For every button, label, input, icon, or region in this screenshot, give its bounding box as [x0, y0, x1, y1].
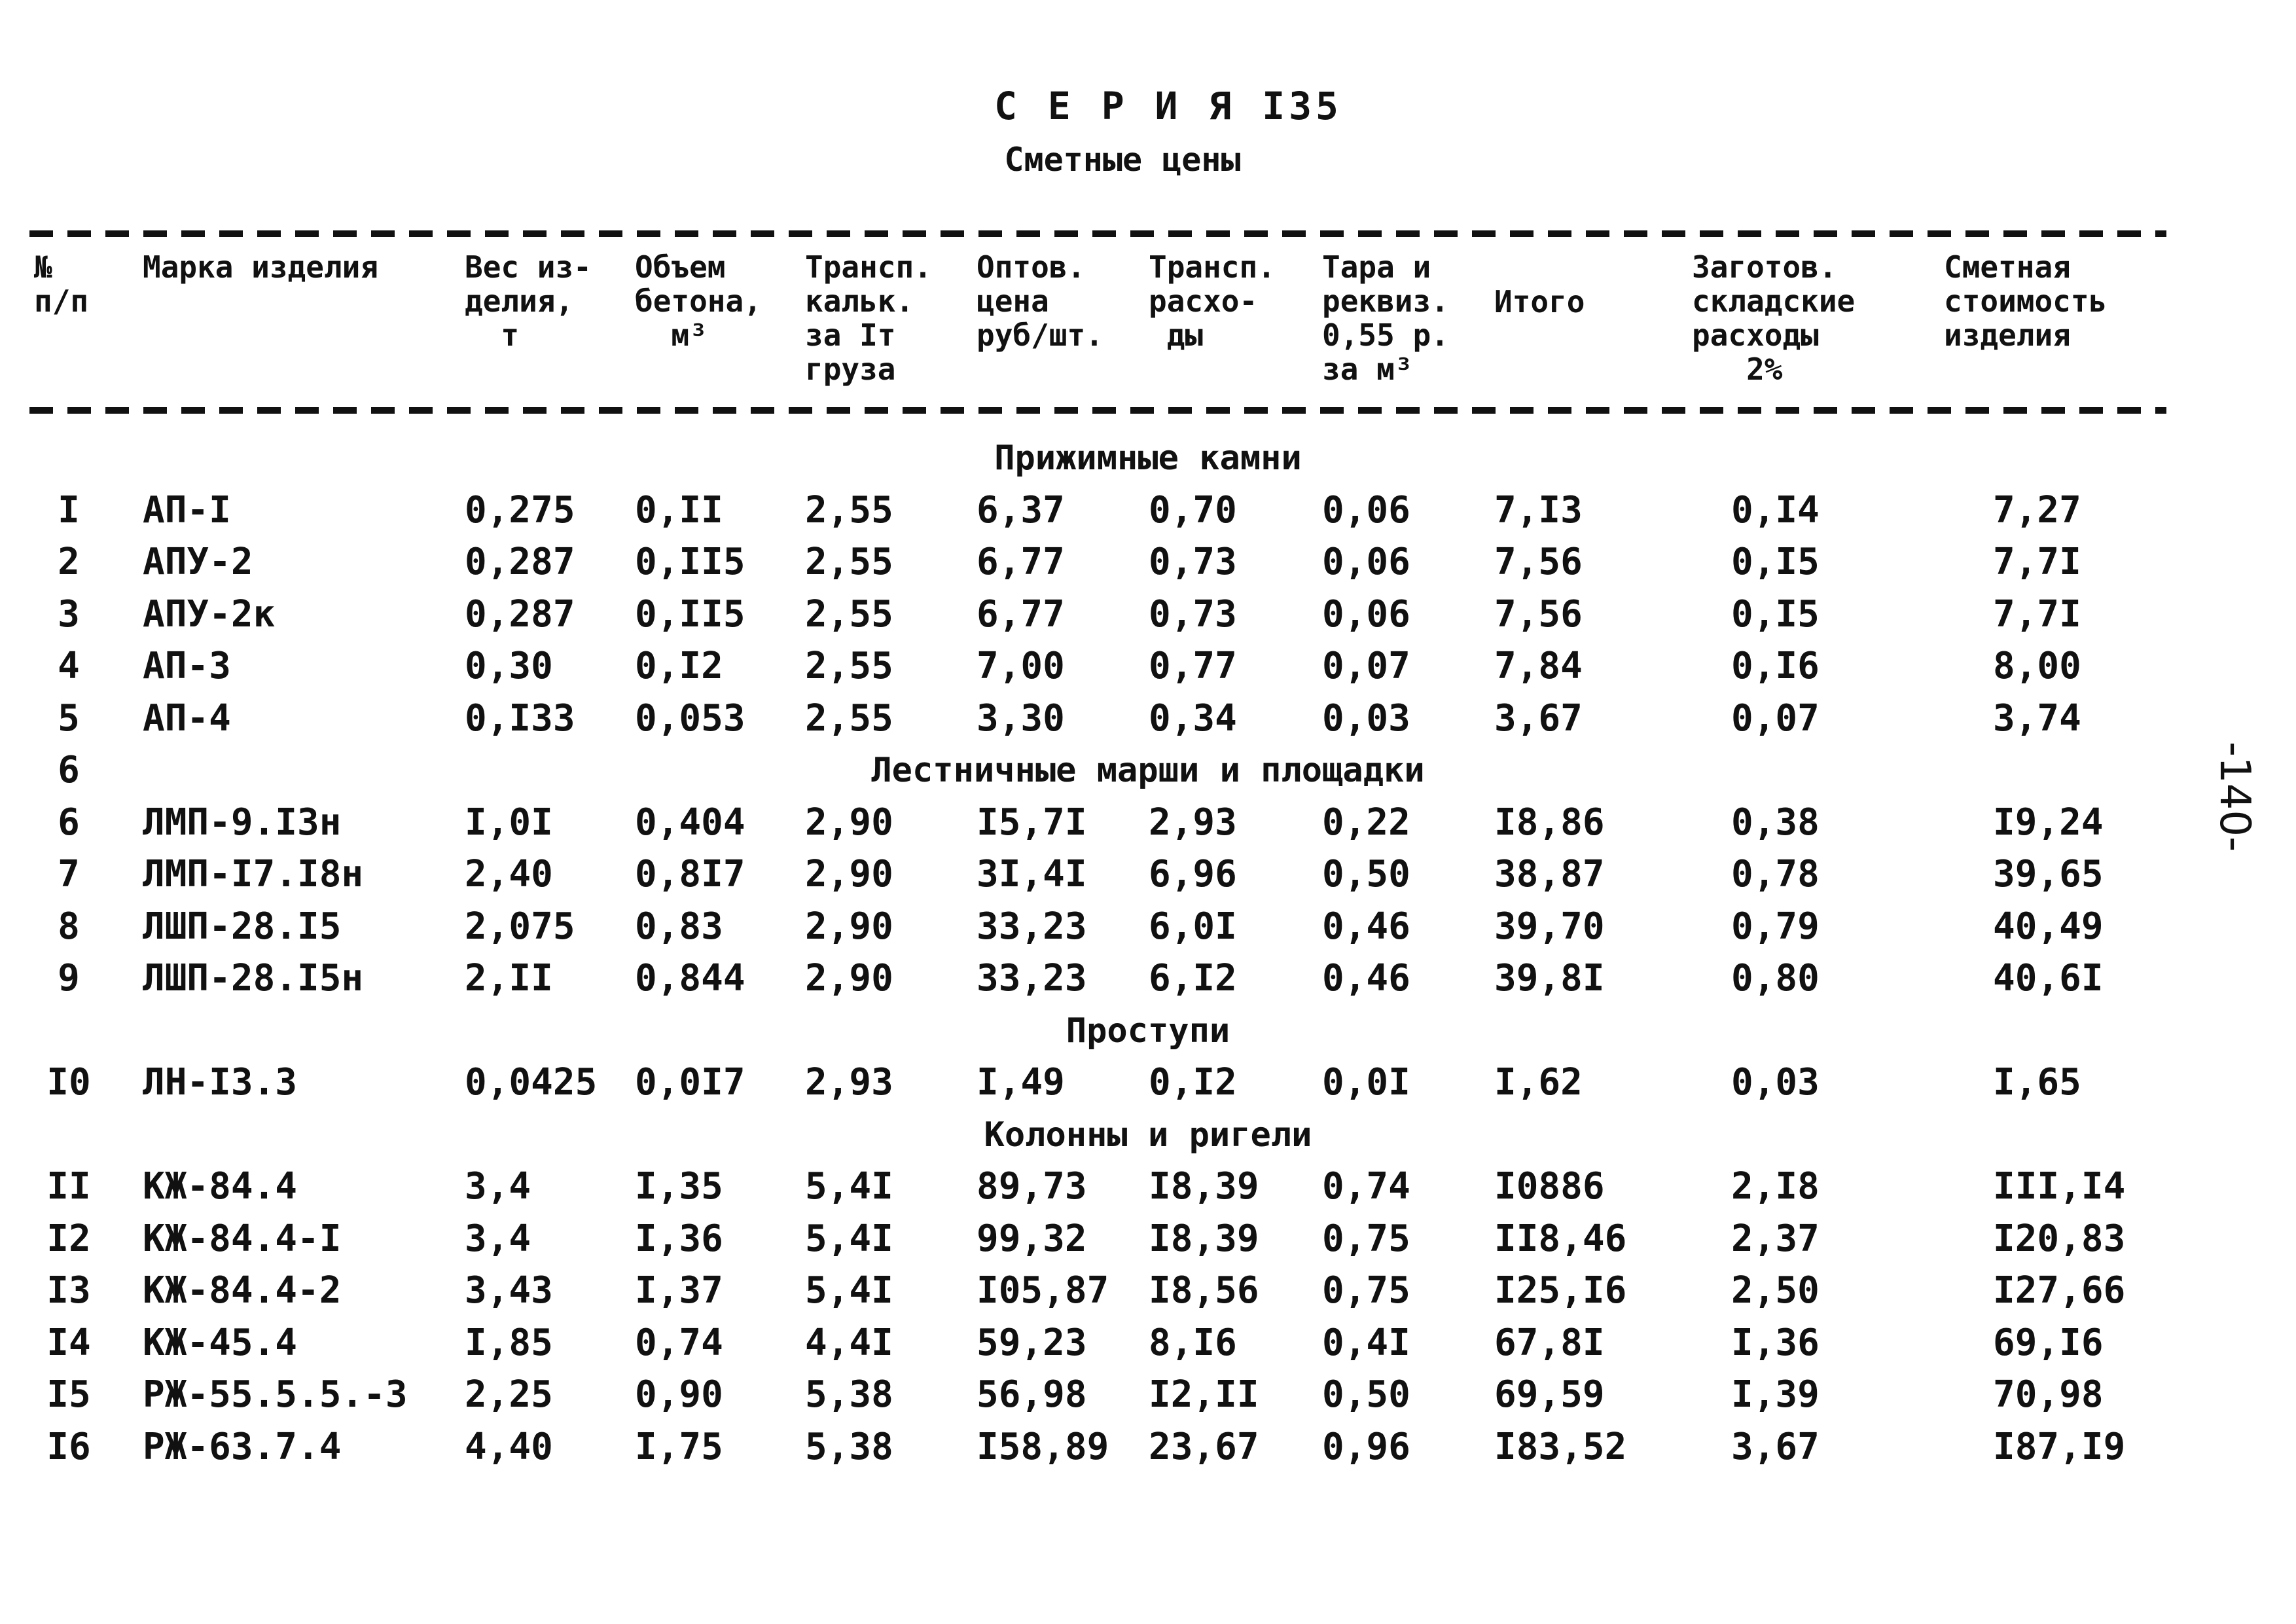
cell-mark: КЖ-84.4-I — [143, 1217, 342, 1260]
cell-volume: 0,I2 — [635, 645, 723, 687]
column-header-weight: Вес из- делия, т — [465, 249, 592, 353]
cell-transp: 8,I6 — [1149, 1321, 1237, 1364]
cell-cost: I27,66 — [1993, 1269, 2126, 1312]
cell-zag: 0,38 — [1731, 801, 1820, 844]
table-row — [0, 1317, 2296, 1369]
cell-transp: 0,73 — [1149, 592, 1237, 636]
table-row — [0, 797, 2296, 849]
cell-mark: КЖ-45.4 — [143, 1321, 298, 1364]
cell-price: I5,7I — [977, 801, 1087, 844]
cell-zag: 0,79 — [1731, 905, 1820, 948]
cell-transp_calc: 2,55 — [805, 696, 893, 740]
cell-mark: АП-I — [143, 488, 231, 532]
cell-transp: 6,I2 — [1149, 957, 1237, 1000]
cell-cost: I20,83 — [1993, 1217, 2126, 1260]
cell-price: 56,98 — [977, 1373, 1087, 1416]
cell-transp: 0,73 — [1149, 541, 1237, 583]
cell-mark: РЖ-55.5.5.-3 — [143, 1373, 408, 1416]
cell-volume: 0,II5 — [635, 592, 745, 636]
table-row — [0, 1056, 2296, 1109]
cell-volume: 0,8I7 — [635, 853, 745, 895]
cell-zag: 0,78 — [1731, 853, 1820, 895]
cell-num: I4 — [46, 1321, 91, 1364]
cell-transp: I8,56 — [1149, 1269, 1259, 1312]
cell-transp_calc: 2,55 — [805, 645, 893, 687]
table-row — [0, 1421, 2296, 1473]
cell-cost: III,I4 — [1993, 1165, 2126, 1208]
column-header-total: Итого — [1494, 284, 1585, 319]
cell-mark: АПУ-2к — [143, 592, 276, 636]
cell-tara: 0,50 — [1322, 1373, 1410, 1416]
cell-volume: 0,404 — [635, 801, 745, 844]
section-title: Проступи — [1066, 1011, 1230, 1051]
cell-transp_calc: 5,4I — [805, 1165, 893, 1208]
column-header-transp: Трансп. расхо- ды — [1149, 249, 1276, 353]
cell-transp: I2,II — [1149, 1373, 1259, 1416]
cell-volume: 0,II5 — [635, 541, 745, 583]
cell-transp_calc: 5,38 — [805, 1373, 893, 1416]
cell-price: 33,23 — [977, 905, 1087, 948]
cell-weight: 3,43 — [465, 1269, 553, 1312]
cell-total: 39,70 — [1494, 905, 1605, 948]
cell-num: 4 — [58, 645, 80, 687]
cell-transp: I8,39 — [1149, 1217, 1259, 1260]
table-row — [0, 1369, 2296, 1421]
cell-weight: 0,I33 — [465, 696, 575, 740]
cell-mark: РЖ-63.7.4 — [143, 1425, 342, 1468]
page-number: -140- — [2210, 741, 2259, 852]
cell-weight: 0,287 — [465, 592, 575, 636]
table-row — [0, 536, 2296, 588]
cell-mark: ЛМП-I7.I8н — [143, 853, 364, 895]
column-header-zag: Заготов. складские расходы 2% — [1692, 249, 1856, 387]
cell-mark: ЛШП-28.I5н — [143, 957, 364, 1000]
cell-transp_calc: 2,90 — [805, 905, 893, 948]
cell-tara: 0,75 — [1322, 1217, 1410, 1260]
cell-volume: I,75 — [635, 1425, 723, 1468]
cell-num: 7 — [58, 853, 80, 895]
cell-volume: 0,74 — [635, 1321, 723, 1364]
cell-num: I0 — [46, 1061, 91, 1104]
cell-total: I,62 — [1494, 1061, 1583, 1104]
cell-total: 7,84 — [1494, 645, 1583, 687]
cell-num: 8 — [58, 905, 80, 948]
cell-volume: 0,053 — [635, 696, 745, 740]
cell-transp: 6,96 — [1149, 853, 1237, 895]
cell-total: I0886 — [1494, 1165, 1605, 1208]
section-title: Прижимные камни — [994, 439, 1302, 478]
cell-cost: 7,7I — [1993, 592, 2081, 636]
table-row — [0, 901, 2296, 953]
table-row — [0, 952, 2296, 1005]
cell-tara: 0,4I — [1322, 1321, 1410, 1364]
cell-weight: 4,40 — [465, 1425, 553, 1468]
cell-tara: 0,96 — [1322, 1425, 1410, 1468]
document-subtitle: Сметные цены — [1004, 141, 1241, 179]
cell-num: I6 — [46, 1425, 91, 1468]
cell-transp_calc: 5,4I — [805, 1269, 893, 1312]
cell-total: 39,8I — [1494, 957, 1605, 1000]
cell-cost: 40,49 — [1993, 905, 2104, 948]
cell-total: 7,56 — [1494, 541, 1583, 583]
table-row — [0, 1213, 2296, 1265]
cell-num: I — [58, 488, 80, 532]
cell-weight: 0,275 — [465, 488, 575, 532]
cell-mark: ЛШП-28.I5 — [143, 905, 342, 948]
cell-volume: 0,83 — [635, 905, 723, 948]
cell-tara: 0,74 — [1322, 1165, 1410, 1208]
cell-mark: КЖ-84.4-2 — [143, 1269, 342, 1312]
cell-zag: 0,80 — [1731, 957, 1820, 1000]
cell-transp: 0,34 — [1149, 696, 1237, 740]
column-header-num: № п/п — [34, 249, 89, 319]
cell-volume: 0,90 — [635, 1373, 723, 1416]
cell-volume: I,37 — [635, 1269, 723, 1312]
cell-total: 3,67 — [1494, 696, 1583, 740]
table-row — [0, 640, 2296, 693]
cell-price: 89,73 — [977, 1165, 1087, 1208]
cell-num: II — [46, 1165, 91, 1208]
cell-weight: I,85 — [465, 1321, 553, 1364]
cell-num: 6 — [58, 801, 80, 844]
cell-cost: I,65 — [1993, 1061, 2081, 1104]
cell-transp_calc: 2,93 — [805, 1061, 893, 1104]
cell-zag: 2,37 — [1731, 1217, 1820, 1260]
cell-transp_calc: 4,4I — [805, 1321, 893, 1364]
table-row — [0, 1265, 2296, 1317]
cell-mark: АП-3 — [143, 645, 231, 687]
cell-price: 6,37 — [977, 488, 1065, 532]
cell-price: 6,77 — [977, 592, 1065, 636]
cell-price: I,49 — [977, 1061, 1065, 1104]
cell-total: I83,52 — [1494, 1425, 1627, 1468]
series-title: С Е Р И Я I35 — [994, 84, 1342, 128]
cell-price: 99,32 — [977, 1217, 1087, 1260]
cell-total: 69,59 — [1494, 1373, 1605, 1416]
cell-tara: 0,06 — [1322, 592, 1410, 636]
cell-price: 33,23 — [977, 957, 1087, 1000]
cell-total: I25,I6 — [1494, 1269, 1627, 1312]
section-title: Лестничные марши и площадки — [871, 751, 1425, 790]
cell-cost: 3,74 — [1993, 696, 2081, 740]
cell-total: II8,46 — [1494, 1217, 1627, 1260]
cell-total: 67,8I — [1494, 1321, 1605, 1364]
cell-weight: 3,4 — [465, 1217, 531, 1260]
cell-tara: 0,46 — [1322, 905, 1410, 948]
cell-transp: 6,0I — [1149, 905, 1237, 948]
cell-price: 7,00 — [977, 645, 1065, 687]
cell-volume: 0,0I7 — [635, 1061, 745, 1104]
cell-num: I5 — [46, 1373, 91, 1416]
column-header-volume: Объем бетона, м³ — [635, 249, 762, 353]
cell-cost: 7,27 — [1993, 488, 2081, 532]
cell-zag: 2,50 — [1731, 1269, 1820, 1312]
column-header-transp_calc: Трансп. кальк. за Iт груза — [805, 249, 932, 387]
cell-total: 7,56 — [1494, 592, 1583, 636]
cell-mark: АПУ-2 — [143, 541, 253, 583]
cell-weight: 2,40 — [465, 853, 553, 895]
cell-transp: 2,93 — [1149, 801, 1237, 844]
cell-transp_calc: 2,55 — [805, 541, 893, 583]
cell-transp_calc: 5,4I — [805, 1217, 893, 1260]
cell-num: 3 — [58, 592, 80, 636]
table-row — [0, 848, 2296, 901]
cell-volume: 0,844 — [635, 957, 745, 1000]
cell-volume: I,36 — [635, 1217, 723, 1260]
cell-zag: 0,I4 — [1731, 488, 1820, 532]
cell-zag: 0,I6 — [1731, 645, 1820, 687]
cell-zag: 2,I8 — [1731, 1165, 1820, 1208]
cell-volume: 0,II — [635, 488, 723, 532]
cell-transp_calc: 2,90 — [805, 853, 893, 895]
cell-zag: 0,03 — [1731, 1061, 1820, 1104]
header-rule-bottom — [29, 407, 2166, 414]
cell-weight: 3,4 — [465, 1165, 531, 1208]
cell-transp: 0,77 — [1149, 645, 1237, 687]
cell-num: 5 — [58, 696, 80, 740]
cell-num: 9 — [58, 957, 80, 1000]
cell-tara: 0,07 — [1322, 645, 1410, 687]
cell-transp_calc: 2,90 — [805, 801, 893, 844]
header-rule-top — [29, 230, 2166, 237]
cell-tara: 0,75 — [1322, 1269, 1410, 1312]
cell-tara: 0,06 — [1322, 541, 1410, 583]
cell-num: 6 — [58, 749, 80, 791]
cell-cost: 70,98 — [1993, 1373, 2104, 1416]
cell-mark: КЖ-84.4 — [143, 1165, 298, 1208]
cell-tara: 0,03 — [1322, 696, 1410, 740]
cell-mark: ЛН-I3.3 — [143, 1061, 298, 1104]
cell-price: 59,23 — [977, 1321, 1087, 1364]
section-title: Колонны и ригели — [984, 1115, 1312, 1155]
cell-zag: 3,67 — [1731, 1425, 1820, 1468]
cell-volume: I,35 — [635, 1165, 723, 1208]
cell-mark: ЛМП-9.I3н — [143, 801, 342, 844]
cell-cost: 40,6I — [1993, 957, 2104, 1000]
table-row — [0, 588, 2296, 641]
cell-tara: 0,22 — [1322, 801, 1410, 844]
table-row — [0, 484, 2296, 537]
cell-cost: 8,00 — [1993, 645, 2081, 687]
table-row — [0, 1161, 2296, 1213]
cell-price: 6,77 — [977, 541, 1065, 583]
column-header-price: Оптов. цена руб/шт. — [977, 249, 1103, 353]
cell-transp: 0,70 — [1149, 488, 1237, 532]
cell-tara: 0,06 — [1322, 488, 1410, 532]
cell-zag: I,39 — [1731, 1373, 1820, 1416]
cell-transp_calc: 2,55 — [805, 592, 893, 636]
cell-transp_calc: 2,55 — [805, 488, 893, 532]
cell-total: I8,86 — [1494, 801, 1605, 844]
cell-zag: 0,07 — [1731, 696, 1820, 740]
cell-total: 38,87 — [1494, 853, 1605, 895]
cell-cost: 39,65 — [1993, 853, 2104, 895]
table-row — [0, 693, 2296, 745]
cell-price: 3I,4I — [977, 853, 1087, 895]
cell-tara: 0,46 — [1322, 957, 1410, 1000]
cell-zag: 0,I5 — [1731, 592, 1820, 636]
cell-mark: АП-4 — [143, 696, 231, 740]
cell-price: 3,30 — [977, 696, 1065, 740]
cell-weight: 0,0425 — [465, 1061, 598, 1104]
column-header-cost: Сметная стоимость изделия — [1944, 249, 2108, 353]
cell-weight: 0,287 — [465, 541, 575, 583]
cell-cost: 7,7I — [1993, 541, 2081, 583]
cell-transp: I8,39 — [1149, 1165, 1259, 1208]
cell-transp: 0,I2 — [1149, 1061, 1237, 1104]
cell-transp: 23,67 — [1149, 1425, 1259, 1468]
column-header-tara: Тара и реквиз. 0,55 р. за м³ — [1322, 249, 1449, 387]
cell-weight: 0,30 — [465, 645, 553, 687]
cell-tara: 0,50 — [1322, 853, 1410, 895]
cell-weight: 2,25 — [465, 1373, 553, 1416]
cell-zag: 0,I5 — [1731, 541, 1820, 583]
cell-weight: I,0I — [465, 801, 553, 844]
cell-transp_calc: 2,90 — [805, 957, 893, 1000]
column-header-mark: Марка изделия — [143, 249, 379, 285]
cell-total: 7,I3 — [1494, 488, 1583, 532]
cell-weight: 2,075 — [465, 905, 575, 948]
cell-price: I05,87 — [977, 1269, 1109, 1312]
cell-num: I3 — [46, 1269, 91, 1312]
cell-tara: 0,0I — [1322, 1061, 1410, 1104]
cell-cost: I9,24 — [1993, 801, 2104, 844]
cell-num: I2 — [46, 1217, 91, 1260]
cell-cost: 69,I6 — [1993, 1321, 2104, 1364]
cell-num: 2 — [58, 541, 80, 583]
cell-weight: 2,II — [465, 957, 553, 1000]
cell-zag: I,36 — [1731, 1321, 1820, 1364]
cell-price: I58,89 — [977, 1425, 1109, 1468]
cell-cost: I87,I9 — [1993, 1425, 2126, 1468]
cell-transp_calc: 5,38 — [805, 1425, 893, 1468]
